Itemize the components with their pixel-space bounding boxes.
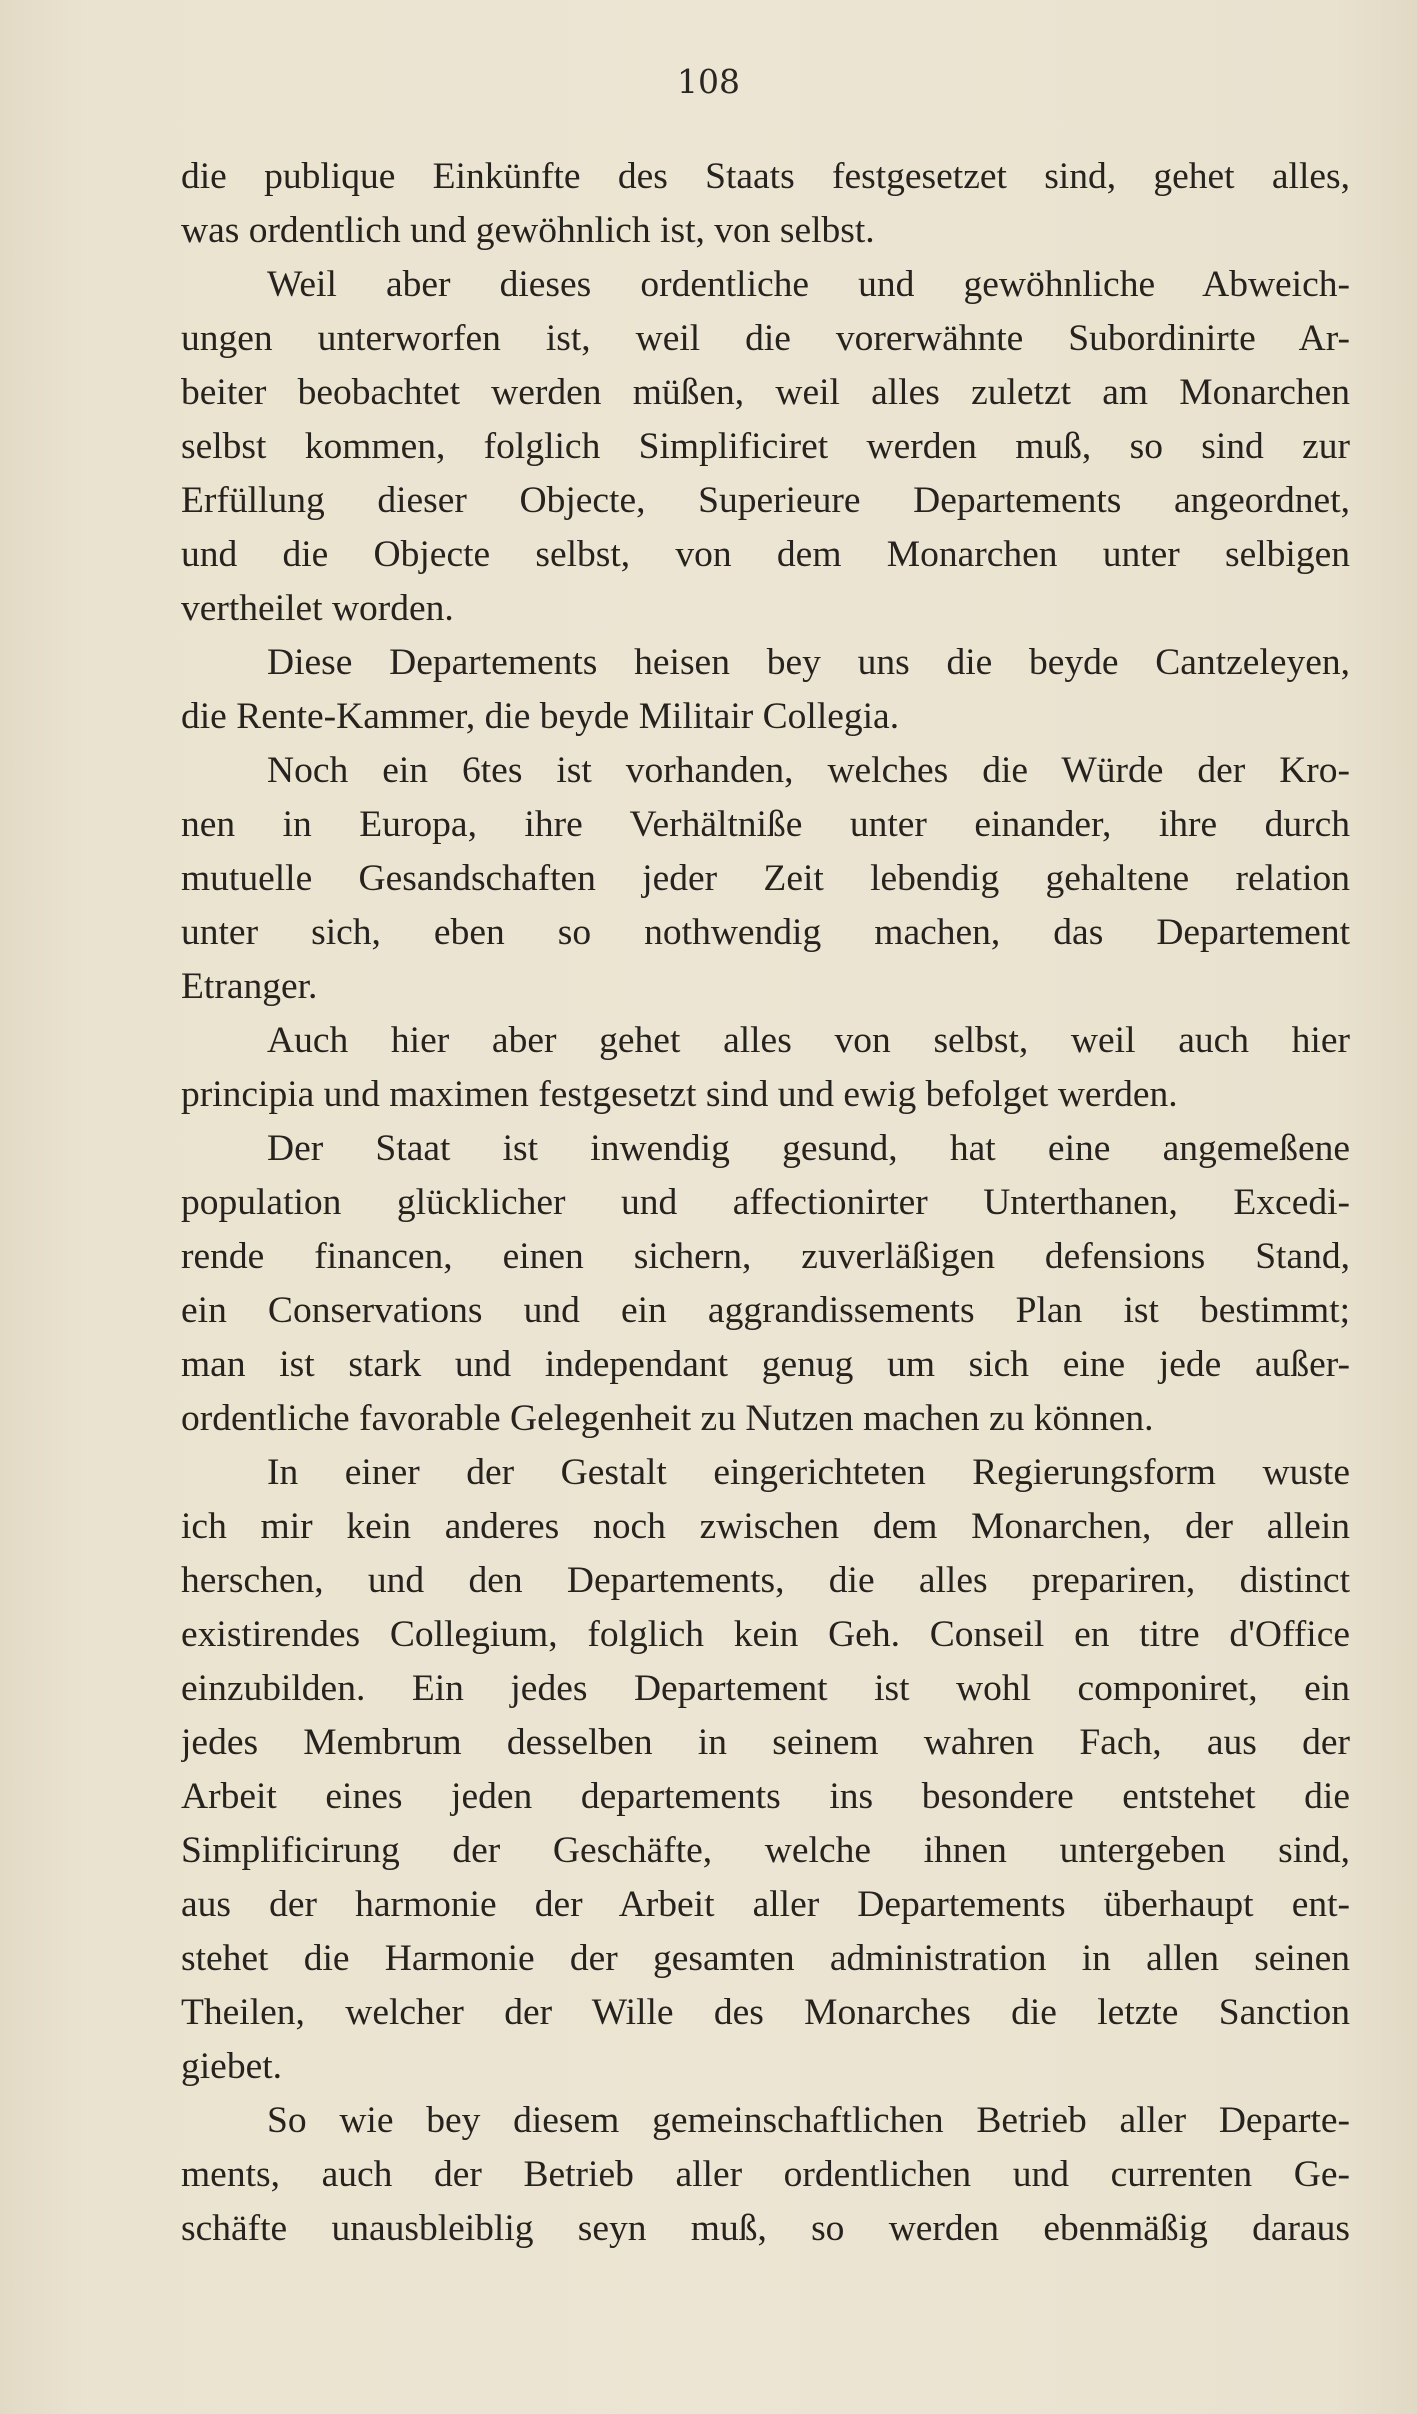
paragraph	[181, 1014, 1350, 1122]
page-number: 108	[677, 62, 740, 101]
text-line: Erfüllung dieser Objecte, Superieure Departements angeordnet,	[181, 480, 1350, 521]
text-line: aus der harmonie der Arbeit aller Departements überhaupt ent-	[181, 1884, 1350, 1925]
text-line: Noch ein 6tes ist vorhanden, welches die Würde der Kro-	[267, 750, 1350, 791]
text-line: rende financen, einen sichern, zuverläßigen defensions Stand,	[181, 1236, 1350, 1277]
text-line: Theilen, welcher der Wille des Monarches die letzte Sanction	[181, 1992, 1350, 2033]
text-line: man ist stark und independant genug um sich eine jede außer-	[181, 1344, 1350, 1385]
text-line: Diese Departements heisen bey uns die beyde Cantzeleyen,	[267, 642, 1350, 683]
paragraph	[181, 2094, 1350, 2256]
text-line: die publique Einkünfte des Staats festgesetzet sind, gehet alles,	[181, 156, 1350, 197]
text-line: In einer der Gestalt eingerichteten Regierungsform wuste	[267, 1452, 1350, 1493]
text-line: mutuelle Gesandschaften jeder Zeit lebendig gehaltene relation	[181, 858, 1350, 899]
text-line: ich mir kein anderes noch zwischen dem Monarchen, der allein	[181, 1506, 1350, 1547]
text-line: giebet.	[181, 2046, 283, 2087]
text-line: jedes Membrum desselben in seinem wahren Fach, aus der	[181, 1722, 1350, 1763]
text-line: einzubilden. Ein jedes Departement ist wohl componiret, ein	[181, 1668, 1350, 1709]
text-line: principia und maximen festgesetzt sind und ewig befolget werden.	[181, 1074, 1178, 1115]
text-line: unter sich, eben so nothwendig machen, das Departement	[181, 912, 1350, 953]
paragraph	[181, 1122, 1350, 1446]
text-line: ungen unterworfen ist, weil die vorerwähnte Subordinirte Ar-	[181, 318, 1350, 359]
text-line: ein Conservations und ein aggrandissements Plan ist bestimmt;	[181, 1290, 1350, 1331]
text-line: beiter beobachtet werden müßen, weil alles zuletzt am Monarchen	[181, 372, 1350, 413]
body-text	[181, 150, 1350, 2256]
text-line: population glücklicher und affectionirter Unterthanen, Excedi-	[181, 1182, 1350, 1223]
text-line: Arbeit eines jeden departements ins besondere entstehet die	[181, 1776, 1350, 1817]
text-line: ordentliche favorable Gelegenheit zu Nutzen machen zu können.	[181, 1398, 1154, 1439]
text-line: Etranger.	[181, 966, 318, 1007]
text-line: schäfte unausbleiblig seyn muß, so werden ebenmäßig daraus	[181, 2208, 1350, 2249]
text-line: Simplificirung der Geschäfte, welche ihnen untergeben sind,	[181, 1830, 1350, 1871]
paragraph	[181, 744, 1350, 1014]
paragraph	[181, 258, 1350, 636]
text-line: nen in Europa, ihre Verhältniße unter einander, ihre durch	[181, 804, 1350, 845]
paragraph	[181, 636, 1350, 744]
paragraph	[181, 1446, 1350, 2094]
text-line: vertheilet worden.	[181, 588, 454, 629]
text-line: was ordentlich und gewöhnlich ist, von selbst.	[181, 210, 875, 251]
text-line: und die Objecte selbst, von dem Monarchen unter selbigen	[181, 534, 1350, 575]
text-line: So wie bey diesem gemeinschaftlichen Betrieb aller Departe-	[267, 2100, 1350, 2141]
text-line: existirendes Collegium, folglich kein Geh. Conseil en titre d'Office	[181, 1614, 1350, 1655]
text-line: stehet die Harmonie der gesamten administration in allen seinen	[181, 1938, 1350, 1979]
text-line: Der Staat ist inwendig gesund, hat eine angemeßene	[267, 1128, 1350, 1169]
text-line: herschen, und den Departements, die alles prepariren, distinct	[181, 1560, 1350, 1601]
paragraph	[181, 150, 1350, 258]
text-line: die Rente-Kammer, die beyde Militair Collegia.	[181, 696, 900, 737]
text-line: ments, auch der Betrieb aller ordentlichen und currenten Ge-	[181, 2154, 1350, 2195]
text-line: Auch hier aber gehet alles von selbst, weil auch hier	[267, 1020, 1350, 1061]
text-line: Weil aber dieses ordentliche und gewöhnliche Abweich-	[267, 264, 1350, 305]
text-line: selbst kommen, folglich Simplificiret werden muß, so sind zur	[181, 426, 1350, 467]
